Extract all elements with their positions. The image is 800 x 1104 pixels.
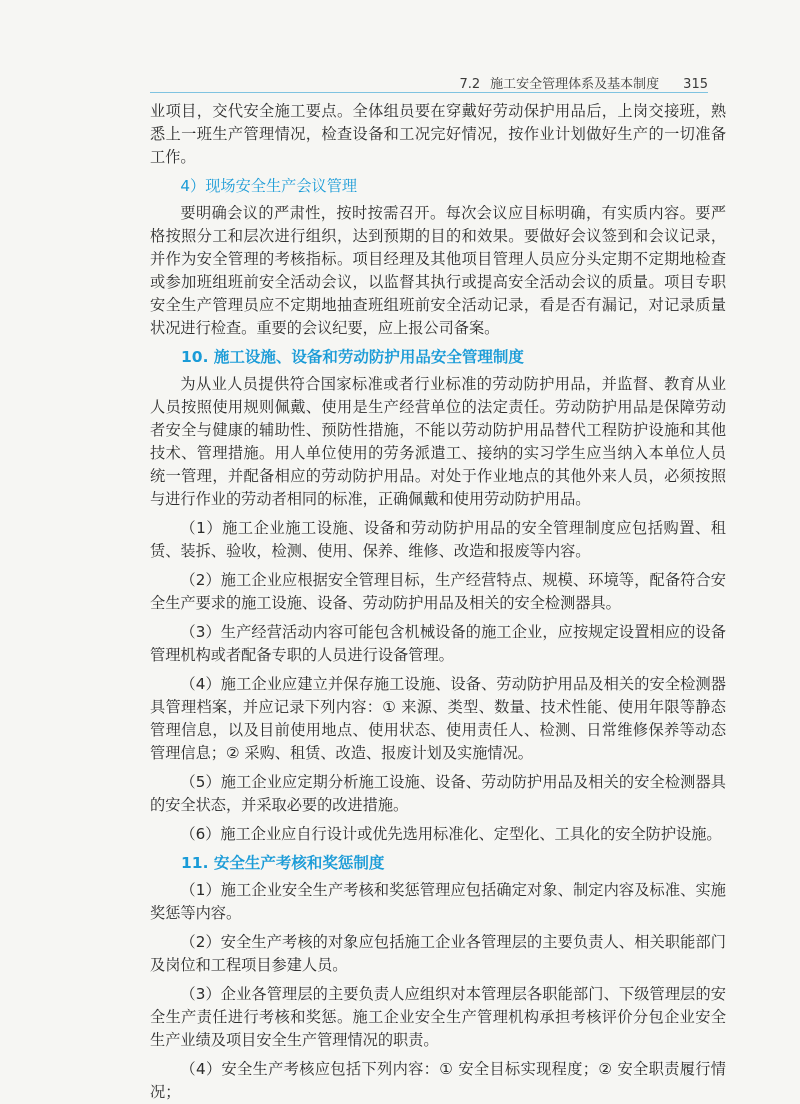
page-header xyxy=(0,0,800,92)
paragraph-continued: 业项目，交代安全施工要点。全体组员要在穿戴好劳动保护用品后，上岗交接班，熟悉上一班生产管理情况，检查设备和工况完好情况，按作业计划做好生产的一切准备工作。 xyxy=(150,102,726,166)
section-number: 7.2 xyxy=(459,77,481,92)
running-header xyxy=(459,73,708,92)
list-item-10-5: （5）施工企业应定期分析施工设施、设备、劳动防护用品及相关的安全检测器具的安全状态，并采取必要的改进措施。 xyxy=(150,773,726,814)
heading-section-11: 11. 安全生产考核和奖惩制度 xyxy=(181,854,385,872)
header-rule xyxy=(150,92,708,93)
list-item-10-6: （6）施工企业应自行设计或优先选用标准化、定型化、工具化的安全防护设施。 xyxy=(180,825,722,843)
list-item-11-4: （4）安全生产考核应包括下列内容：① 安全目标实现程度；② 安全职责履行情况； xyxy=(150,1060,726,1101)
paragraph-protective-equipment: 为从业人员提供符合国家标准或者行业标准的劳动防护用品，并监督、教育从业人员按照使用规则佩戴、使用是生产经营单位的法定责任。劳动防护用品是保障劳动者安全与健康的辅助性、预防性措施，不能以劳动防护用品替代工程防护设施和其他技术、管理措施。用人单位使用的劳务派遣工、接纳的实习学生应当纳入本单位人员统一管理，并配备相应的劳动防护用品。对处于作业地点的其他外来人员，必须按照与进行作业的劳动者相同的标准，正确佩戴和使用劳动防护用品。 xyxy=(150,375,726,508)
subheading-meeting-management: 4）现场安全生产会议管理 xyxy=(180,177,358,195)
list-item-10-3: （3）生产经营活动内容可能包含机械设备的施工企业，应按规定设置相应的设备管理机构或者配备专职的人员进行设备管理。 xyxy=(150,623,726,664)
section-title: 施工安全管理体系及基本制度 xyxy=(490,77,660,92)
list-item-10-2: （2）施工企业应根据安全管理目标，生产经营特点、规模、环境等，配备符合安全生产要求的施工设施、设备、劳动防护用品及相关的安全检测器具。 xyxy=(150,571,726,612)
list-item-11-2: （2）安全生产考核的对象应包括施工企业各管理层的主要负责人、相关职能部门及岗位和工程项目参建人员。 xyxy=(150,933,726,974)
list-item-11-3: （3）企业各管理层的主要负责人应组织对本管理层各职能部门、下级管理层的安全生产责任进行考核和奖惩。施工企业安全生产管理机构承担考核评价分包企业安全生产业绩及项目安全生产管理情况的职责。 xyxy=(150,985,726,1049)
page-number: 315 xyxy=(683,77,708,92)
paragraph-meeting: 要明确会议的严肃性，按时按需召开。每次会议应目标明确，有实质内容。要严格按照分工和层次进行组织，达到预期的目的和效果。要做好会议签到和会议记录，并作为安全管理的考核指标。项目经理及其他项目管理人员应分头定期不定期地检查或参加班组班前安全活动会议，以监督其执行或提高安全活动会议的质量。项目专职安全生产管理员应不定期地抽查班组班前安全活动记录，看是否有漏记，对记录质量状况进行检查。重要的会议纪要，应上报公司备案。 xyxy=(150,204,726,337)
list-item-10-1: （1）施工企业施工设施、设备和劳动防护用品的安全管理制度应包括购置、租赁、装拆、验收，检测、使用、保养、维修、改造和报废等内容。 xyxy=(150,519,726,560)
list-item-11-1: （1）施工企业安全生产考核和奖惩管理应包括确定对象、制定内容及标准、实施奖惩等内容。 xyxy=(150,881,726,922)
heading-section-10: 10. 施工设施、设备和劳动防护用品安全管理制度 xyxy=(181,348,524,366)
list-item-10-4: （4）施工企业应建立并保存施工设施、设备、劳动防护用品及相关的安全检测器具管理档案，并应记录下列内容：① 来源、类型、数量、技术性能、使用年限等静态管理信息，以及目前使用地点、使用状态、使用责任人、检测、日常维修保养等动态管理信息；② 采购、租赁、改造、报废计划及实施情况。 xyxy=(150,675,726,762)
page-body xyxy=(150,100,726,1104)
